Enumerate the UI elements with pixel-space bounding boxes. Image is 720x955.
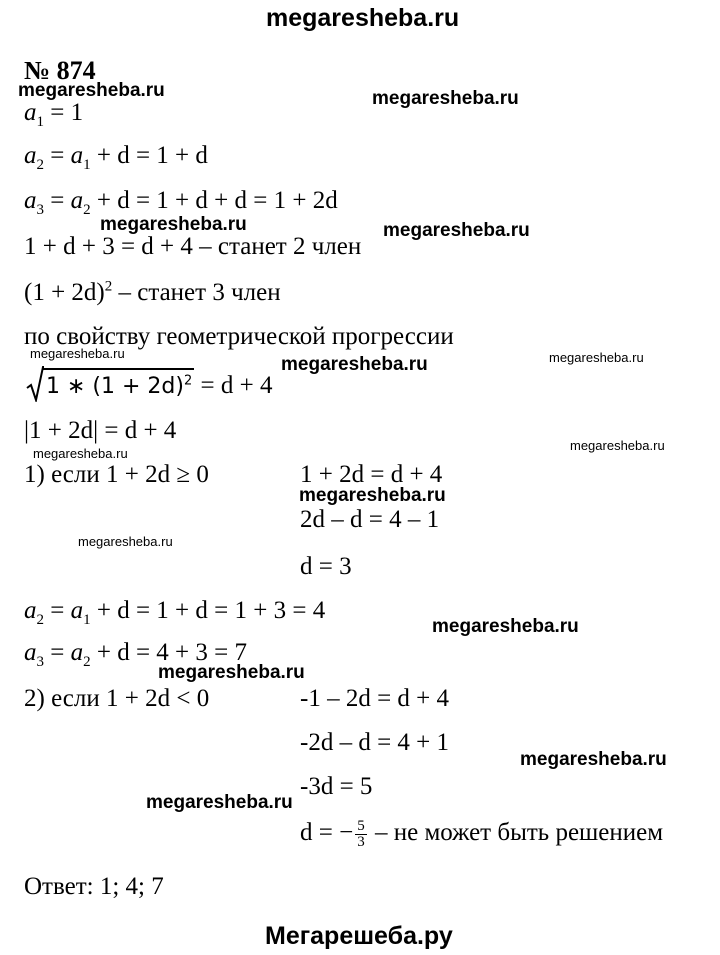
watermark: megaresheba.ru [30, 346, 125, 361]
watermark: megaresheba.ru [18, 80, 165, 101]
line-a2: $a_2 = a_1 + d = 1 + d$ [24, 142, 208, 173]
radical-sign-icon [26, 366, 44, 402]
watermark: megaresheba.ru [549, 350, 644, 365]
line-second-term: 1 + d + 3 = d + 4 – станет 2 член [24, 233, 362, 260]
case1-step2: 2d – d = 4 – 1 [300, 506, 440, 533]
fraction: $\frac{5}{3}$ [357, 817, 365, 850]
line-a3-value: $a_3 = a_2 + d = 4 + 3 = 7$ [24, 639, 248, 670]
watermark: megaresheba.ru [299, 485, 446, 506]
case2-step2: -2d – d = 4 + 1 [300, 729, 450, 756]
line-a2-value: $a_2 = a_1 + d = 1 + d = 1 + 3 = 4$ [24, 597, 326, 628]
case2-step4: d = − $\frac{5}{3}$ – не может быть решением [300, 817, 664, 850]
answer: Ответ: 1; 4; 7 [24, 873, 164, 900]
line-a3: $a_3 = a_2 + d = 1 + d + d = 1 + 2d$ [24, 187, 338, 218]
watermark: megaresheba.ru [520, 749, 667, 770]
watermark: megaresheba.ru [100, 214, 247, 235]
case2-step1: -1 – 2d = d + 4 [300, 685, 450, 712]
line-sqrt-equation: 1 ∗ $(1 + 2d)^2 = d + 4$ [42, 368, 272, 402]
line-third-term: $(1 + 2d)^2$ – станет 3 член [24, 278, 281, 306]
line-abs-equation: |1 + 2d| = d + 4 [24, 417, 177, 444]
watermark: megaresheba.ru [146, 792, 293, 813]
watermark: megaresheba.ru [281, 354, 428, 375]
watermark: megaresheba.ru [78, 534, 173, 549]
site-footer: Мегарешеба.ру [265, 922, 453, 950]
case2-condition: 2) если 1 + 2d < 0 [24, 685, 210, 712]
watermark: megaresheba.ru [158, 662, 305, 683]
site-header: megaresheba.ru [266, 4, 460, 32]
sqrt-expression: 1 ∗ $(1 + 2d)^2$ [42, 368, 194, 402]
line-geometric-property: по свойству геометрической прогрессии [24, 323, 454, 350]
watermark: megaresheba.ru [432, 616, 579, 637]
watermark: megaresheba.ru [383, 220, 530, 241]
problem-number: № 874 [24, 56, 96, 85]
watermark: megaresheba.ru [33, 446, 128, 461]
case1-condition: 1) если 1 + 2d ≥ 0 [24, 461, 209, 488]
case1-step1: 1 + 2d = d + 4 [300, 461, 443, 488]
watermark: megaresheba.ru [372, 88, 519, 109]
case2-step3: -3d = 5 [300, 773, 373, 800]
case1-step3: d = 3 [300, 553, 352, 580]
watermark: megaresheba.ru [570, 438, 665, 453]
line-a1: $a_1 = 1$ [24, 99, 84, 130]
